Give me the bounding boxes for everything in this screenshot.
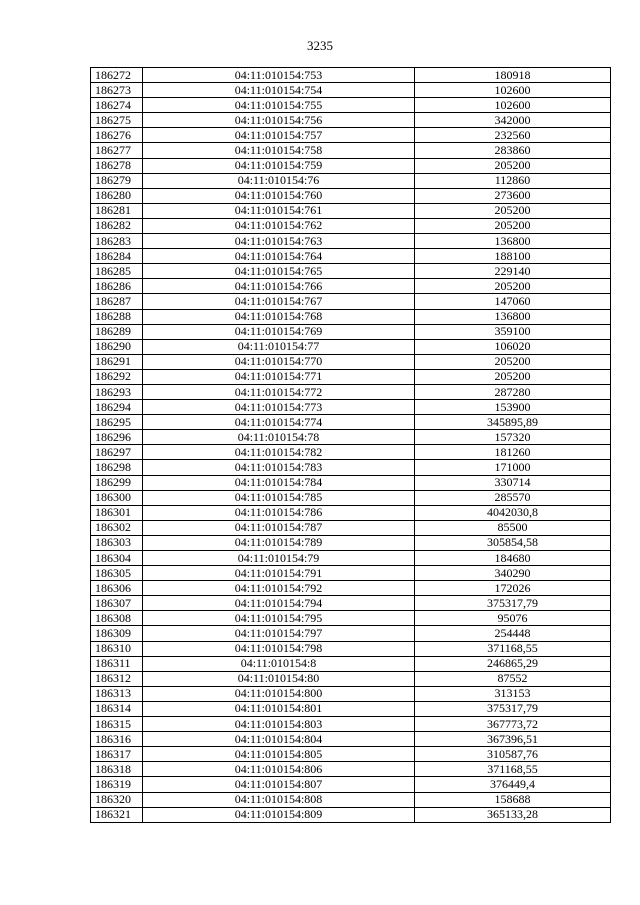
row-number-cell: 186298 <box>91 460 143 475</box>
table-row <box>91 611 611 626</box>
cadastral-value-cell: 313153 <box>415 686 611 701</box>
cadastral-value-cell: 365133,28 <box>415 807 611 822</box>
table-row <box>91 626 611 641</box>
cadastral-number-cell: 04:11:010154:761 <box>143 203 415 218</box>
table-row <box>91 445 611 460</box>
cadastral-number-cell: 04:11:010154:79 <box>143 551 415 566</box>
table-row <box>91 203 611 218</box>
table-row <box>91 566 611 581</box>
table-row <box>91 128 611 143</box>
cadastral-number-cell: 04:11:010154:786 <box>143 505 415 520</box>
cadastral-value-cell: 136800 <box>415 234 611 249</box>
cadastral-number-cell: 04:11:010154:767 <box>143 294 415 309</box>
cadastral-number-cell: 04:11:010154:757 <box>143 128 415 143</box>
cadastral-number-cell: 04:11:010154:804 <box>143 732 415 747</box>
cadastral-number-cell: 04:11:010154:798 <box>143 641 415 656</box>
table-row <box>91 279 611 294</box>
table-row <box>91 505 611 520</box>
cadastral-value-cell: 4042030,8 <box>415 505 611 520</box>
table-row <box>91 460 611 475</box>
table-row <box>91 324 611 339</box>
cadastral-number-cell: 04:11:010154:768 <box>143 309 415 324</box>
row-number-cell: 186311 <box>91 656 143 671</box>
table-row <box>91 143 611 158</box>
cadastral-value-cell: 205200 <box>415 203 611 218</box>
table-row <box>91 188 611 203</box>
cadastral-number-cell: 04:11:010154:797 <box>143 626 415 641</box>
row-number-cell: 186303 <box>91 535 143 550</box>
cadastral-number-cell: 04:11:010154:755 <box>143 98 415 113</box>
table-row <box>91 490 611 505</box>
cadastral-value-cell: 184680 <box>415 551 611 566</box>
row-number-cell: 186312 <box>91 671 143 686</box>
table-row <box>91 430 611 445</box>
cadastral-value-cell: 136800 <box>415 309 611 324</box>
cadastral-number-cell: 04:11:010154:759 <box>143 158 415 173</box>
cadastral-value-cell: 153900 <box>415 400 611 415</box>
cadastral-value-cell: 102600 <box>415 83 611 98</box>
cadastral-number-cell: 04:11:010154:785 <box>143 490 415 505</box>
cadastral-value-cell: 205200 <box>415 369 611 384</box>
row-number-cell: 186289 <box>91 324 143 339</box>
cadastral-number-cell: 04:11:010154:766 <box>143 279 415 294</box>
row-number-cell: 186299 <box>91 475 143 490</box>
row-number-cell: 186277 <box>91 143 143 158</box>
cadastral-value-cell: 285570 <box>415 490 611 505</box>
cadastral-number-cell: 04:11:010154:764 <box>143 249 415 264</box>
cadastral-value-cell: 376449,4 <box>415 777 611 792</box>
cadastral-number-cell: 04:11:010154:771 <box>143 369 415 384</box>
cadastral-value-cell: 371168,55 <box>415 641 611 656</box>
table-row <box>91 400 611 415</box>
cadastral-value-cell: 375317,79 <box>415 701 611 716</box>
table-row <box>91 807 611 822</box>
cadastral-number-cell: 04:11:010154:753 <box>143 68 415 83</box>
table-row <box>91 68 611 83</box>
cadastral-number-cell: 04:11:010154:754 <box>143 83 415 98</box>
cadastral-number-cell: 04:11:010154:782 <box>143 445 415 460</box>
cadastral-value-cell: 340290 <box>415 566 611 581</box>
cadastral-value-cell: 229140 <box>415 264 611 279</box>
table-row <box>91 98 611 113</box>
cadastral-number-cell: 04:11:010154:806 <box>143 762 415 777</box>
row-number-cell: 186282 <box>91 218 143 233</box>
cadastral-value-cell: 85500 <box>415 520 611 535</box>
row-number-cell: 186276 <box>91 128 143 143</box>
table-row <box>91 173 611 188</box>
cadastral-value-cell: 181260 <box>415 445 611 460</box>
row-number-cell: 186278 <box>91 158 143 173</box>
cadastral-number-cell: 04:11:010154:803 <box>143 717 415 732</box>
row-number-cell: 186302 <box>91 520 143 535</box>
row-number-cell: 186304 <box>91 551 143 566</box>
cadastral-number-cell: 04:11:010154:787 <box>143 520 415 535</box>
cadastral-number-cell: 04:11:010154:80 <box>143 671 415 686</box>
row-number-cell: 186275 <box>91 113 143 128</box>
cadastral-number-cell: 04:11:010154:770 <box>143 354 415 369</box>
row-number-cell: 186316 <box>91 732 143 747</box>
table-row <box>91 686 611 701</box>
cadastral-value-cell: 112860 <box>415 173 611 188</box>
table-row <box>91 218 611 233</box>
cadastral-value-cell: 305854,58 <box>415 535 611 550</box>
row-number-cell: 186313 <box>91 686 143 701</box>
cadastral-value-cell: 205200 <box>415 218 611 233</box>
table-row <box>91 581 611 596</box>
row-number-cell: 186287 <box>91 294 143 309</box>
cadastral-value-cell: 87552 <box>415 671 611 686</box>
row-number-cell: 186308 <box>91 611 143 626</box>
cadastral-value-cell: 95076 <box>415 611 611 626</box>
row-number-cell: 186305 <box>91 566 143 581</box>
table-row <box>91 339 611 354</box>
table-row <box>91 83 611 98</box>
row-number-cell: 186319 <box>91 777 143 792</box>
table-row <box>91 384 611 399</box>
row-number-cell: 186294 <box>91 400 143 415</box>
row-number-cell: 186307 <box>91 596 143 611</box>
table-row <box>91 158 611 173</box>
row-number-cell: 186281 <box>91 203 143 218</box>
cadastral-number-cell: 04:11:010154:762 <box>143 218 415 233</box>
table-row <box>91 309 611 324</box>
cadastral-value-cell: 273600 <box>415 188 611 203</box>
cadastral-value-cell: 205200 <box>415 354 611 369</box>
cadastral-value-cell: 371168,55 <box>415 762 611 777</box>
table-row <box>91 234 611 249</box>
table-body <box>91 68 611 823</box>
cadastral-number-cell: 04:11:010154:807 <box>143 777 415 792</box>
row-number-cell: 186283 <box>91 234 143 249</box>
cadastral-value-cell: 367396,51 <box>415 732 611 747</box>
cadastral-number-cell: 04:11:010154:758 <box>143 143 415 158</box>
cadastral-value-cell: 287280 <box>415 384 611 399</box>
table-row <box>91 264 611 279</box>
table-row <box>91 535 611 550</box>
row-number-cell: 186273 <box>91 83 143 98</box>
table-row <box>91 762 611 777</box>
cadastral-number-cell: 04:11:010154:760 <box>143 188 415 203</box>
row-number-cell: 186320 <box>91 792 143 807</box>
cadastral-value-cell: 342000 <box>415 113 611 128</box>
cadastral-value-cell: 246865,29 <box>415 656 611 671</box>
table-row <box>91 249 611 264</box>
table-row <box>91 369 611 384</box>
cadastral-number-cell: 04:11:010154:800 <box>143 686 415 701</box>
cadastral-value-cell: 188100 <box>415 249 611 264</box>
cadastral-value-cell: 310587,76 <box>415 747 611 762</box>
cadastral-number-cell: 04:11:010154:77 <box>143 339 415 354</box>
cadastral-number-cell: 04:11:010154:795 <box>143 611 415 626</box>
cadastral-number-cell: 04:11:010154:78 <box>143 430 415 445</box>
row-number-cell: 186280 <box>91 188 143 203</box>
row-number-cell: 186292 <box>91 369 143 384</box>
table-row <box>91 717 611 732</box>
cadastral-number-cell: 04:11:010154:809 <box>143 807 415 822</box>
table-row <box>91 294 611 309</box>
cadastral-number-cell: 04:11:010154:801 <box>143 701 415 716</box>
row-number-cell: 186274 <box>91 98 143 113</box>
table-row <box>91 354 611 369</box>
cadastral-value-cell: 171000 <box>415 460 611 475</box>
row-number-cell: 186318 <box>91 762 143 777</box>
row-number-cell: 186309 <box>91 626 143 641</box>
row-number-cell: 186315 <box>91 717 143 732</box>
table-row <box>91 747 611 762</box>
cadastral-value-cell: 157320 <box>415 430 611 445</box>
row-number-cell: 186301 <box>91 505 143 520</box>
cadastral-number-cell: 04:11:010154:789 <box>143 535 415 550</box>
cadastral-number-cell: 04:11:010154:784 <box>143 475 415 490</box>
cadastral-value-cell: 375317,79 <box>415 596 611 611</box>
row-number-cell: 186321 <box>91 807 143 822</box>
table-row <box>91 777 611 792</box>
table-row <box>91 415 611 430</box>
cadastral-value-cell: 205200 <box>415 279 611 294</box>
cadastral-number-cell: 04:11:010154:765 <box>143 264 415 279</box>
table-row <box>91 551 611 566</box>
table-row <box>91 732 611 747</box>
table-row <box>91 113 611 128</box>
cadastral-number-cell: 04:11:010154:76 <box>143 173 415 188</box>
row-number-cell: 186306 <box>91 581 143 596</box>
row-number-cell: 186284 <box>91 249 143 264</box>
row-number-cell: 186288 <box>91 309 143 324</box>
cadastral-number-cell: 04:11:010154:794 <box>143 596 415 611</box>
cadastral-number-cell: 04:11:010154:805 <box>143 747 415 762</box>
row-number-cell: 186296 <box>91 430 143 445</box>
cadastral-value-cell: 359100 <box>415 324 611 339</box>
cadastral-value-cell: 106020 <box>415 339 611 354</box>
row-number-cell: 186291 <box>91 354 143 369</box>
row-number-cell: 186310 <box>91 641 143 656</box>
cadastral-number-cell: 04:11:010154:773 <box>143 400 415 415</box>
cadastral-value-cell: 367773,72 <box>415 717 611 732</box>
cadastral-number-cell: 04:11:010154:772 <box>143 384 415 399</box>
cadastral-number-cell: 04:11:010154:756 <box>143 113 415 128</box>
cadastral-value-cell: 330714 <box>415 475 611 490</box>
cadastral-number-cell: 04:11:010154:8 <box>143 656 415 671</box>
cadastral-value-cell: 102600 <box>415 98 611 113</box>
cadastral-number-cell: 04:11:010154:769 <box>143 324 415 339</box>
row-number-cell: 186300 <box>91 490 143 505</box>
cadastral-value-cell: 283860 <box>415 143 611 158</box>
row-number-cell: 186295 <box>91 415 143 430</box>
table-row <box>91 520 611 535</box>
row-number-cell: 186285 <box>91 264 143 279</box>
table-row <box>91 596 611 611</box>
cadastral-value-cell: 172026 <box>415 581 611 596</box>
row-number-cell: 186279 <box>91 173 143 188</box>
cadastral-number-cell: 04:11:010154:792 <box>143 581 415 596</box>
cadastral-number-cell: 04:11:010154:774 <box>143 415 415 430</box>
table-row <box>91 701 611 716</box>
cadastral-value-cell: 254448 <box>415 626 611 641</box>
row-number-cell: 186272 <box>91 68 143 83</box>
cadastral-value-cell: 158688 <box>415 792 611 807</box>
table-row <box>91 671 611 686</box>
row-number-cell: 186314 <box>91 701 143 716</box>
cadastral-value-cell: 147060 <box>415 294 611 309</box>
row-number-cell: 186317 <box>91 747 143 762</box>
cadastral-value-cell: 205200 <box>415 158 611 173</box>
table-row <box>91 656 611 671</box>
cadastral-number-cell: 04:11:010154:783 <box>143 460 415 475</box>
cadastral-number-cell: 04:11:010154:791 <box>143 566 415 581</box>
row-number-cell: 186293 <box>91 384 143 399</box>
cadastral-value-table <box>90 67 611 823</box>
table-row <box>91 641 611 656</box>
cadastral-value-cell: 180918 <box>415 68 611 83</box>
row-number-cell: 186297 <box>91 445 143 460</box>
row-number-cell: 186290 <box>91 339 143 354</box>
cadastral-value-cell: 345895,89 <box>415 415 611 430</box>
table-row <box>91 475 611 490</box>
page-number: 3235 <box>307 38 333 53</box>
cadastral-number-cell: 04:11:010154:763 <box>143 234 415 249</box>
row-number-cell: 186286 <box>91 279 143 294</box>
cadastral-number-cell: 04:11:010154:808 <box>143 792 415 807</box>
table-row <box>91 792 611 807</box>
cadastral-value-cell: 232560 <box>415 128 611 143</box>
